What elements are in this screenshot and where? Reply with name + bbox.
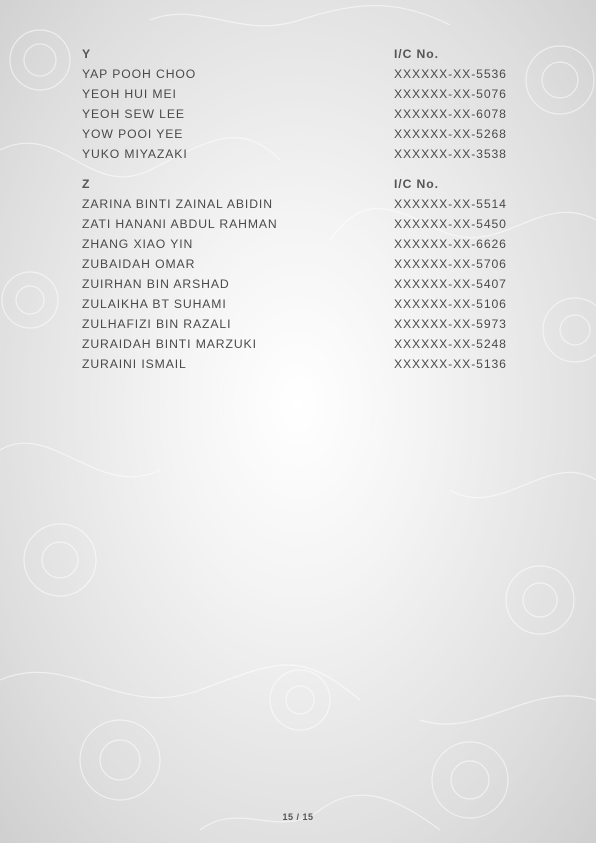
ic-column-header: I/C No. — [394, 47, 439, 61]
person-name: ZURAIDAH BINTI MARZUKI — [82, 337, 257, 351]
person-name: YEOH SEW LEE — [82, 107, 185, 121]
list-item — [82, 334, 522, 354]
ic-number: XXXXXX-XX-5536 — [394, 67, 507, 81]
ic-number: XXXXXX-XX-5450 — [394, 217, 507, 231]
list-item — [82, 354, 522, 374]
person-name: ZURAINI ISMAIL — [82, 357, 187, 371]
person-name: ZUIRHAN BIN ARSHAD — [82, 277, 230, 291]
section-y — [82, 44, 522, 164]
ic-number: XXXXXX-XX-5407 — [394, 277, 507, 291]
list-item — [82, 254, 522, 274]
list-item — [82, 144, 522, 164]
ic-number: XXXXXX-XX-6626 — [394, 237, 507, 251]
person-name: ZUBAIDAH OMAR — [82, 257, 196, 271]
ic-number: XXXXXX-XX-5514 — [394, 197, 507, 211]
ic-number: XXXXXX-XX-5136 — [394, 357, 507, 371]
section-z — [82, 174, 522, 374]
ic-number: XXXXXX-XX-5248 — [394, 337, 507, 351]
list-item — [82, 294, 522, 314]
ic-number: XXXXXX-XX-5106 — [394, 297, 507, 311]
person-name: ZULHAFIZI BIN RAZALI — [82, 317, 232, 331]
section-header — [82, 44, 522, 64]
person-name: ZULAIKHA BT SUHAMI — [82, 297, 227, 311]
ic-number: XXXXXX-XX-5076 — [394, 87, 507, 101]
ic-number: XXXXXX-XX-3538 — [394, 147, 507, 161]
ic-number: XXXXXX-XX-5973 — [394, 317, 507, 331]
person-name: YOW POOI YEE — [82, 127, 184, 141]
list-item — [82, 214, 522, 234]
list-item — [82, 194, 522, 214]
list-item — [82, 274, 522, 294]
list-item — [82, 104, 522, 124]
ic-column-header: I/C No. — [394, 177, 439, 191]
page-number: 15 / 15 — [282, 812, 314, 822]
list-item — [82, 84, 522, 104]
section-header — [82, 174, 522, 194]
ic-number: XXXXXX-XX-5706 — [394, 257, 507, 271]
list-item — [82, 64, 522, 84]
list-item — [82, 124, 522, 144]
section-letter: Y — [82, 47, 92, 61]
list-item — [82, 234, 522, 254]
ic-number: XXXXXX-XX-5268 — [394, 127, 507, 141]
person-name: YUKO MIYAZAKI — [82, 147, 188, 161]
person-name: YAP POOH CHOO — [82, 67, 197, 81]
person-name: ZARINA BINTI ZAINAL ABIDIN — [82, 197, 273, 211]
person-name: YEOH HUI MEI — [82, 87, 177, 101]
person-name: ZATI HANANI ABDUL RAHMAN — [82, 217, 278, 231]
ic-number: XXXXXX-XX-6078 — [394, 107, 507, 121]
section-letter: Z — [82, 177, 91, 191]
person-name: ZHANG XIAO YIN — [82, 237, 194, 251]
list-item — [82, 314, 522, 334]
